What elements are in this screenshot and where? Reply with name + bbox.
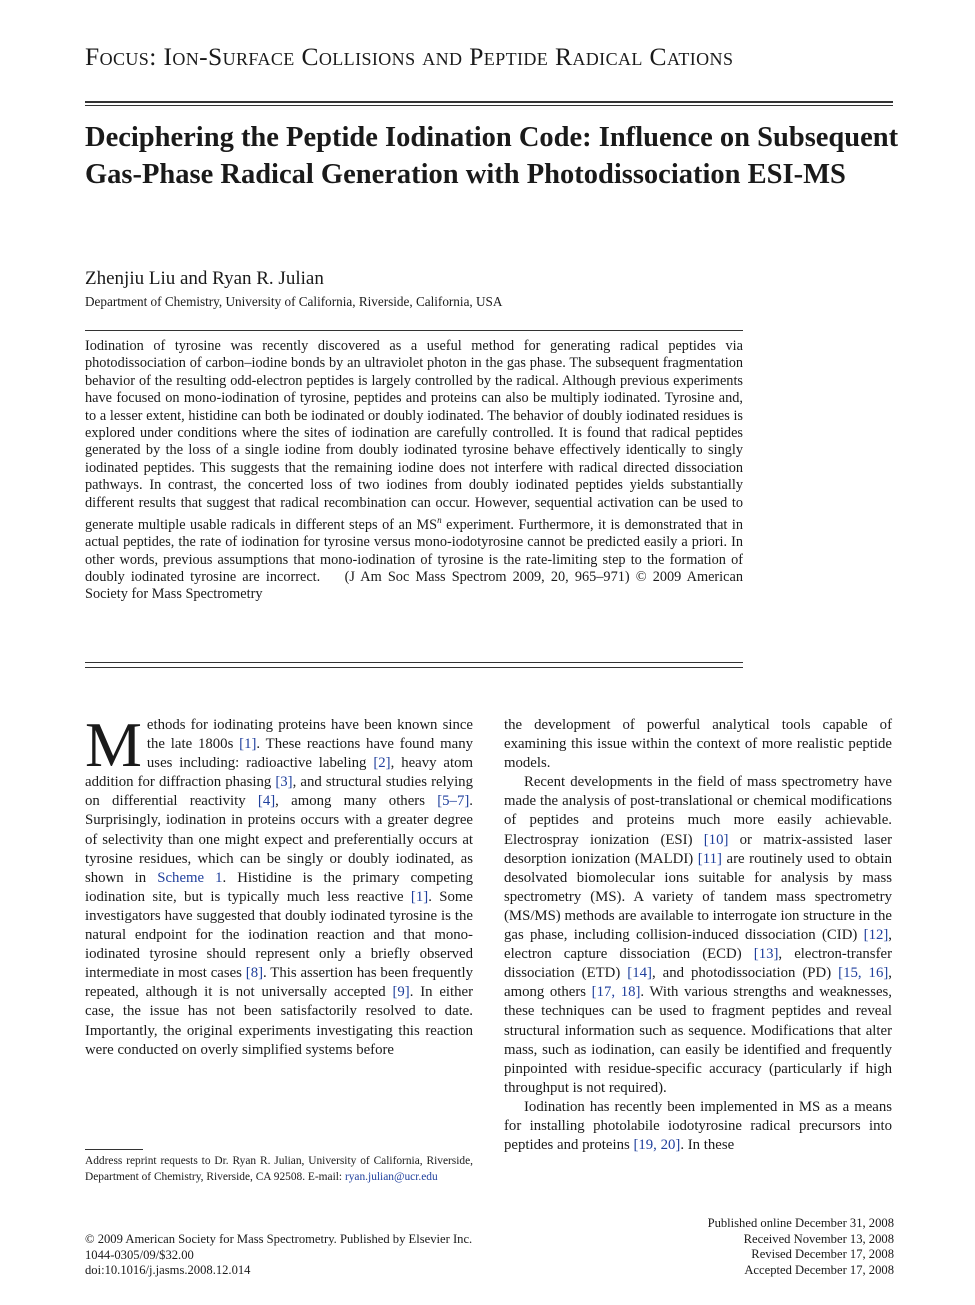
author-email-link[interactable]: ryan.julian@ucr.edu <box>344 1170 438 1183</box>
body-text: , electron capture dissociation (ECD) <box>504 927 892 963</box>
doi-line: doi:10.1016/j.jasms.2008.12.014 <box>85 1263 251 1278</box>
accepted-date: Accepted December 17, 2008 <box>744 1263 894 1278</box>
citation-link[interactable]: [17, 18] <box>591 984 641 1001</box>
citation-link[interactable]: [3] <box>275 774 293 791</box>
body-text: . Histidine is the primary competing iodination site, but is typically much less reactive <box>85 869 473 905</box>
heading-rule-thick <box>85 101 893 103</box>
paragraph-continuation <box>504 716 892 773</box>
body-text: or matrix-assisted laser desorption ionization (MALDI) <box>504 831 892 867</box>
body-text: . These reactions have found many uses including: radioactive labeling <box>146 736 474 772</box>
citation-link[interactable]: [1] <box>239 736 257 753</box>
body-text: . In either case, the issue has not been satisfactorily resolved to date. Importantly, the original experiments investigating this reaction were conducted on overly simplified systems before <box>85 984 473 1058</box>
paragraph-iodination-ms <box>504 1098 892 1155</box>
body-text: are routinely used to obtain desolvated biomolecular ions suitable for analysis by mass spectrometry (MS). A variety of tandem mass spectrometry (MS/MS) methods are available to interrogate ion structure in the gas phase, including collision-induced dissociation (CID) <box>504 850 892 944</box>
body-text: the development of powerful analytical tools capable of examining this issue within the context of more realistic peptide models. <box>504 717 892 772</box>
body-text: . This assertion has been frequently repeated, although it is not universally accepted <box>85 965 473 1001</box>
body-text: , and photodissociation (PD) <box>651 965 839 982</box>
abstract <box>85 338 743 604</box>
body-text: . With various strengths and weaknesses, these techniques can be used to fragment peptides and reveal structural information such as sequence. Modifications that alter mass, such as iodination, can easily be identified and frequently pinpointed with residue-specific accuracy (particularly if high throughput is not required). <box>504 984 892 1096</box>
citation-link[interactable]: [1] <box>410 888 429 905</box>
footer-right <box>708 1216 894 1279</box>
body-text: , among others <box>504 965 892 1001</box>
authors: Zhenjiu Liu and Ryan R. Julian <box>85 268 324 289</box>
abstract-bottom-rule-1 <box>85 662 743 663</box>
footnote <box>85 1154 473 1185</box>
abstract-superscript: n <box>437 515 442 526</box>
body-text: , and structural studies relying on differential reactivity <box>85 774 473 810</box>
abstract-top-rule <box>85 330 743 331</box>
citation-link[interactable]: [8] <box>245 965 264 982</box>
body-column-right <box>504 716 892 1155</box>
body-column-left <box>85 709 474 1060</box>
abstract-text-2: experiment. Furthermore, it is demonstrated that in actual peptides, the rate of iodination for tyrosine versus mono-iodotyrosine cannot be predicted easily a priori. In other words, previous assumptions that mono-iodination of tyrosine is the rate-limiting step to the formation of doubly iodinated tyrosine are incorrect. <box>85 516 744 586</box>
citation-link[interactable]: [13] <box>753 946 779 963</box>
heading-rule-thin <box>85 105 893 106</box>
footnote-text: Address reprint requests to Dr. Ryan R. Julian, University of California, Riverside, Department of Chemistry, Riverside, CA 92508. E-mail: <box>85 1155 473 1183</box>
left-column-text <box>85 709 474 1058</box>
body-text: . Surprisingly, iodination in proteins occurs with a greater degree of selectivity than one might expect and preferentially occurs at tyrosine residues, which can be singly or doubly iodinated, as shown in <box>85 793 473 886</box>
citation-link[interactable]: [11] <box>697 850 722 867</box>
body-text: , electron-transfer dissociation (ETD) <box>504 946 892 982</box>
received-date: Received November 13, 2008 <box>743 1231 894 1246</box>
body-text: , among many others <box>275 793 438 810</box>
abstract-bottom-rule-2 <box>85 667 743 668</box>
citation-link[interactable]: [19, 20] <box>633 1137 681 1154</box>
copyright-line: © 2009 American Society for Mass Spectrometry. Published by Elsevier Inc. <box>85 1232 473 1246</box>
citation-link[interactable]: [12] <box>863 927 889 944</box>
paragraph-ms-developments <box>504 773 892 1098</box>
abstract-text: Iodination of tyrosine was recently discovered as a useful method for generating radical peptides via photodissociation of carbon–iodine bonds by an ultraviolet photon in the gas phase. The subsequent fragmentation behavior of the resulting odd-electron peptides is largely controlled by the radical. Although previous experiments have focused on mono-iodination of tyrosine, peptides and proteins can also be multiply iodinated. Tyrosine and, to a lesser extent, histidine can both be iodinated or doubly iodinated. The behavior of doubly iodinated residues is explored under conditions where the sites of iodination are carefully controlled. It is found that radical peptides generated by the loss of a single iodine from doubly iodinated tyrosine behave effectively identically to singly iodinated peptides. This suggests that the remaining iodine does not interfere with radical directed dissociation pathways. In contrast, the concerted loss of two iodines from doubly iodinated peptides yields substantially different results that suggest that radical recombination can occur. However, sequential activation can be used to generate multiple usable radicals in different steps of an MS <box>85 338 743 533</box>
affiliation: Department of Chemistry, University of California, Riverside, California, USA <box>85 294 503 309</box>
abstract-citation: (J Am Soc Mass Spectrom 2009, 20, 965–971) © 2009 American Society for Mass Spectrometry <box>85 569 743 603</box>
body-text: , heavy atom addition for diffraction phasing <box>85 755 473 791</box>
drop-cap: M <box>85 709 142 780</box>
citation-link[interactable]: [5–7] <box>437 793 470 810</box>
citation-link[interactable]: [10] <box>703 831 729 848</box>
footer-left <box>85 1232 472 1279</box>
body-text: ethods for iodinating proteins have been known since the late 1800s <box>146 717 473 753</box>
section-heading: Focus: Ion-Surface Collisions and Peptide Radical Cations <box>85 42 734 71</box>
revised-date: Revised December 17, 2008 <box>751 1247 894 1262</box>
citation-link[interactable]: Scheme 1 <box>157 869 223 886</box>
body-text: . In these <box>680 1137 735 1154</box>
body-text: . Some investigators have suggested that doubly iodinated tyrosine is the natural endpoint for the iodination reaction and that mono-iodinated tyrosine should represent only a briefly observed intermediate in most cases <box>85 888 473 982</box>
footnote-rule <box>85 1149 143 1150</box>
body-text: Iodination has recently been implemented in MS as a means for installing photolabile iodotyrosine radical precursors into peptides and proteins <box>504 1098 892 1154</box>
citation-link[interactable]: [4] <box>257 793 276 810</box>
body-text: Recent developments in the field of mass spectrometry have made the analysis of post-translational or chemical modifications of peptides and proteins much more easily achievable. Electrospray ionization (ESI) <box>504 774 892 848</box>
published-date: Published online December 31, 2008 <box>707 1216 894 1230</box>
citation-link[interactable]: [15, 16] <box>838 965 889 982</box>
citation-link[interactable]: [9] <box>392 984 410 1001</box>
article-title: Deciphering the Peptide Iodination Code: Influence on Subsequent Gas-Phase Radical Generation with Photodissociation ESI-MS <box>85 122 899 190</box>
citation-link[interactable]: [2] <box>373 755 391 772</box>
issn-line: 1044-0305/09/$32.00 <box>85 1247 194 1262</box>
citation-link[interactable]: [14] <box>627 965 652 982</box>
